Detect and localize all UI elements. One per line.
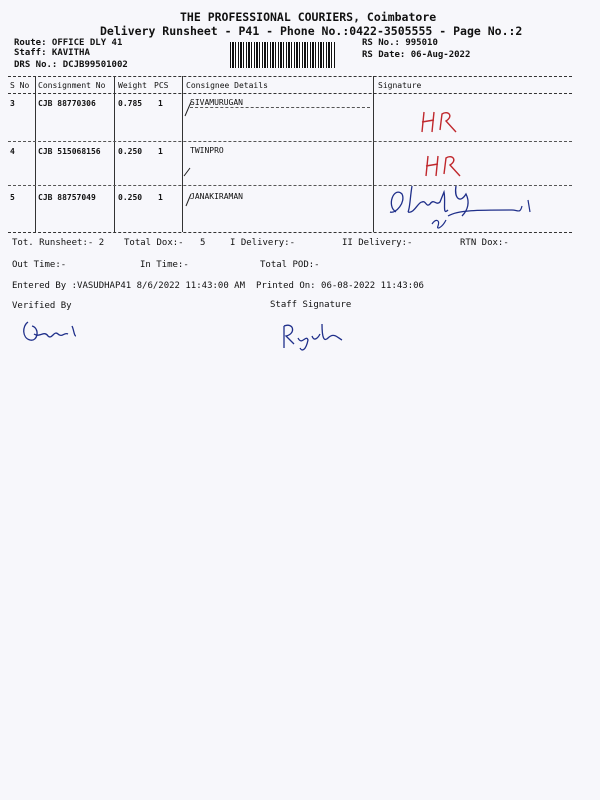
out-time-label: Out Time:- bbox=[12, 260, 67, 270]
table-bottom-rule bbox=[8, 232, 572, 233]
rtn-dox-label: RTN Dox:- bbox=[460, 238, 509, 248]
in-time-label: In Time:- bbox=[140, 260, 189, 270]
row-consignment: CJB 515068156 bbox=[38, 147, 101, 156]
row-sno: 5 bbox=[10, 193, 15, 202]
col-divider bbox=[114, 76, 115, 232]
rs-number: RS No.: 995010 bbox=[362, 38, 438, 48]
table-top-rule bbox=[8, 76, 572, 77]
row-sno: 4 bbox=[10, 147, 15, 156]
row-consignee: TWINPRO bbox=[190, 146, 224, 155]
row-weight: 0.250 bbox=[118, 147, 143, 156]
total-runsheet: Tot. Runsheet:- 2 bbox=[12, 238, 105, 248]
i-delivery-label: I Delivery:- bbox=[230, 238, 296, 248]
staff-signature-label: Staff Signature bbox=[270, 300, 352, 310]
row-separator bbox=[8, 141, 572, 142]
company-title: THE PROFESSIONAL COURIERS, Coimbatore bbox=[180, 10, 437, 24]
handwritten-hr-mark bbox=[422, 152, 472, 178]
rs-date: RS Date: 06-Aug-2022 bbox=[362, 50, 471, 60]
row-weight: 0.250 bbox=[118, 193, 143, 202]
staff-signature bbox=[278, 320, 358, 354]
row-pcs: 1 bbox=[158, 99, 163, 108]
verified-by-label: Verified By bbox=[12, 301, 72, 311]
entered-by: Entered By :VASUDHAP41 8/6/2022 11:43:00 AM bbox=[12, 281, 245, 291]
route-label: Route: OFFICE DLY 41 bbox=[14, 38, 123, 48]
row-pcs: 1 bbox=[158, 193, 163, 202]
row-consignment: CJB 88757049 bbox=[38, 193, 96, 202]
drs-number: DRS No.: DCJB99501002 bbox=[14, 60, 128, 70]
col-header-consignee: Consignee Details bbox=[186, 81, 268, 90]
row-consignee: JANAKIRAMAN bbox=[190, 192, 243, 201]
col-header-weight: Weight bbox=[118, 81, 147, 90]
col-divider bbox=[373, 76, 374, 232]
row-sno: 3 bbox=[10, 99, 15, 108]
handwritten-hr-mark bbox=[418, 108, 468, 134]
staff-label: Staff: KAVITHA bbox=[14, 48, 90, 58]
col-header-sno: S No bbox=[10, 81, 30, 90]
consignee-line bbox=[190, 107, 370, 108]
tick-mark bbox=[183, 192, 193, 212]
row-weight: 0.785 bbox=[118, 99, 143, 108]
row-consignee: SIVAMURUGAN bbox=[190, 98, 243, 107]
handwritten-signature bbox=[382, 180, 542, 232]
col-header-pcs: PCS bbox=[154, 81, 169, 90]
table-header-rule bbox=[8, 93, 572, 94]
col-header-consignment: Consignment No bbox=[38, 81, 106, 90]
tick-mark bbox=[183, 100, 193, 120]
row-consignment: CJB 88770306 bbox=[38, 99, 96, 108]
printed-on: Printed On: 06-08-2022 11:43:06 bbox=[256, 281, 424, 291]
ii-delivery-label: II Delivery:- bbox=[342, 238, 413, 248]
verifier-signature bbox=[18, 316, 88, 346]
row-pcs: 1 bbox=[158, 147, 163, 156]
col-header-signature: Signature bbox=[378, 81, 422, 90]
total-dox-value: 5 bbox=[200, 238, 206, 248]
total-pod-label: Total POD:- bbox=[260, 260, 320, 270]
barcode bbox=[230, 42, 335, 68]
runsheet-heading: Delivery Runsheet - P41 - Phone No.:0422-3505555 - Page No.:2 bbox=[100, 24, 523, 38]
col-divider bbox=[35, 76, 36, 232]
tick-mark bbox=[182, 150, 192, 180]
total-dox-label: Total Dox:- bbox=[124, 238, 184, 248]
